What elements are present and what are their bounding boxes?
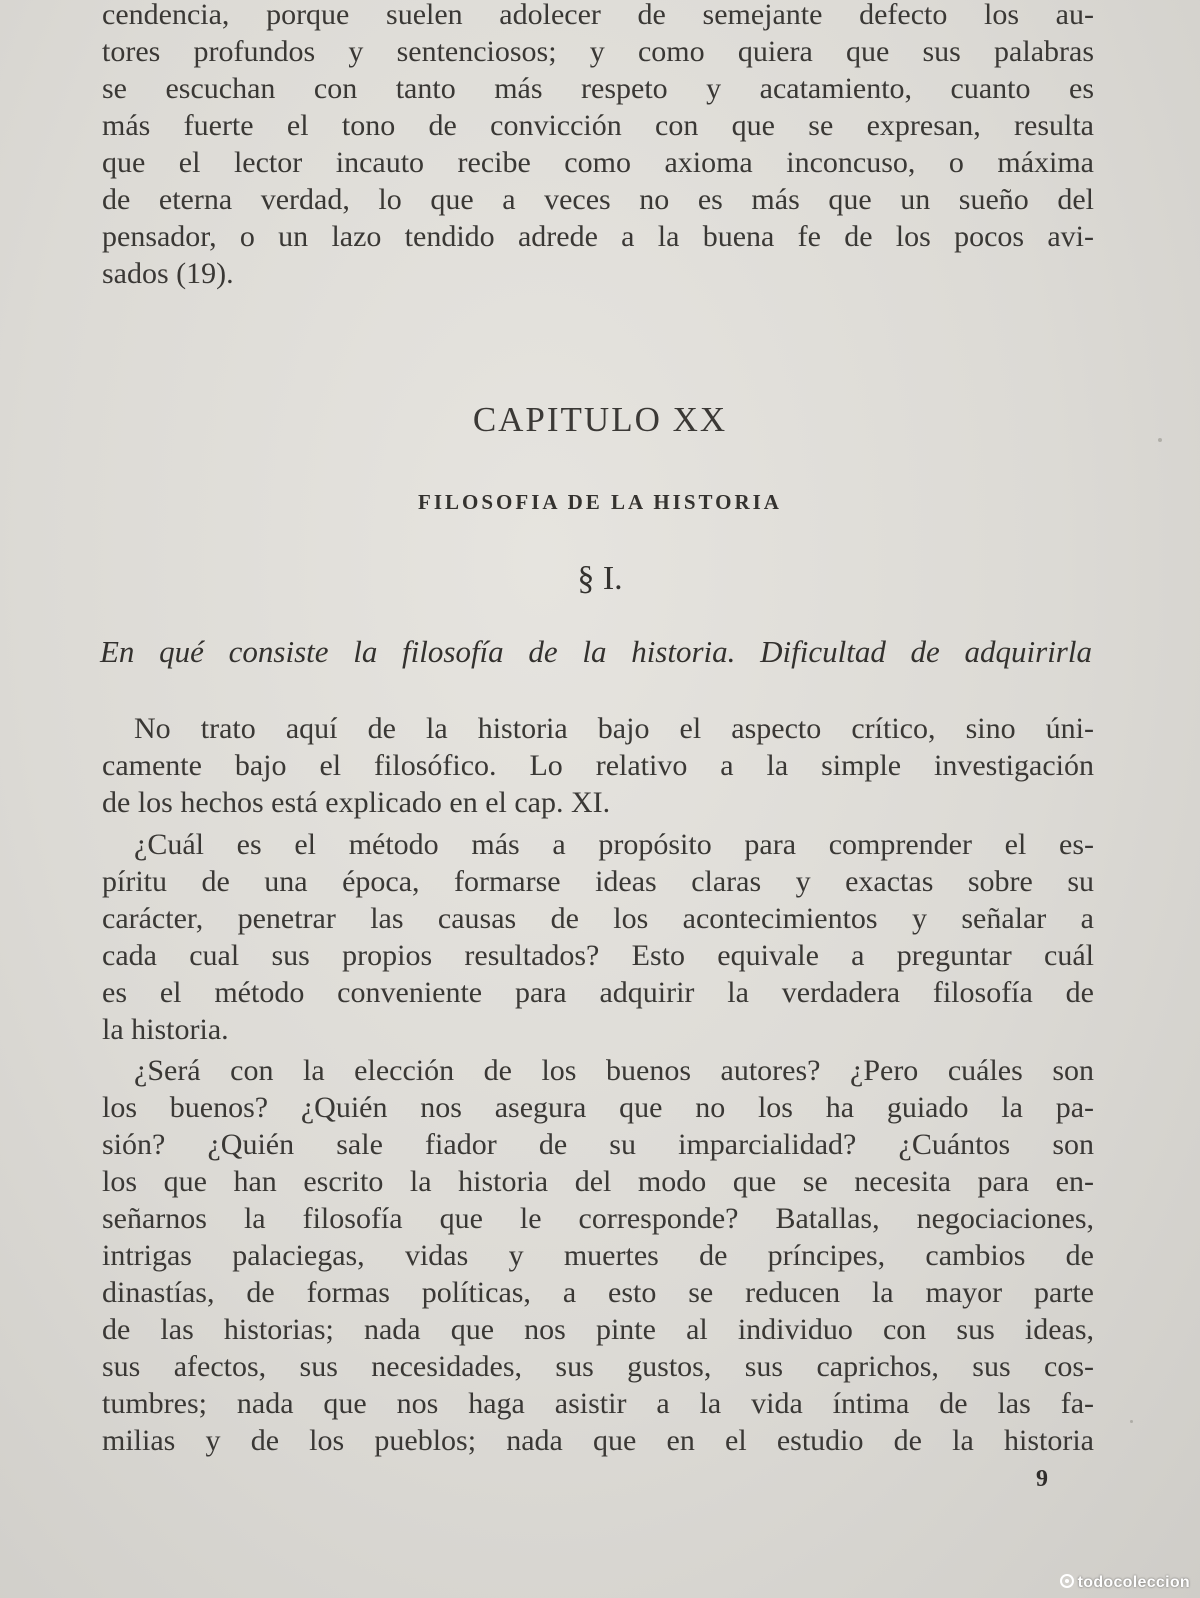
chapter-title: CAPITULO XX bbox=[472, 400, 728, 439]
section-mark: § I. bbox=[577, 560, 623, 597]
paragraph bbox=[102, 1052, 1094, 1459]
text-line: milias y de los pueblos; nada que en el estudio de la historia bbox=[102, 1424, 1094, 1457]
text-line: cendencia, porque suelen adolecer de semejante defecto los au- bbox=[102, 0, 1094, 31]
text-line: más fuerte el tono de convicción con que se expresan, resulta bbox=[102, 109, 1094, 142]
text-line: los buenos? ¿Quién nos asegura que no los ha guiado la pa- bbox=[102, 1091, 1094, 1124]
text-line: de las historias; nada que nos pinte al individuo con sus ideas, bbox=[102, 1313, 1094, 1346]
todocoleccion-logo-icon bbox=[1060, 1574, 1074, 1588]
text-line: los que han escrito la historia del modo que se necesita para en- bbox=[102, 1165, 1094, 1198]
text-line: ¿Cuál es el método más a propósito para comprender el es- bbox=[134, 828, 1094, 861]
text-line: de los hechos está explicado en el cap. XI. bbox=[102, 786, 611, 819]
text-line: intrigas palaciegas, vidas y muertes de príncipes, cambios de bbox=[102, 1239, 1094, 1272]
text-line: sión? ¿Quién sale fiador de su imparcialidad? ¿Cuántos son bbox=[102, 1128, 1094, 1161]
text-line: sados (19). bbox=[102, 257, 234, 290]
text-line: se escuchan con tanto más respeto y acatamiento, cuanto es bbox=[102, 72, 1094, 105]
text-line: la historia. bbox=[102, 1013, 229, 1046]
text-line: de eterna verdad, lo que a veces no es más que un sueño del bbox=[102, 183, 1094, 216]
chapter-subtitle: FILOSOFIA DE LA HISTORIA bbox=[418, 490, 782, 514]
paper-speck bbox=[1130, 1420, 1133, 1423]
text-line: camente bajo el filosófico. Lo relativo a la simple investigación bbox=[102, 749, 1094, 782]
text-line: cada cual sus propios resultados? Esto equivale a preguntar cuál bbox=[102, 939, 1094, 972]
text-line: carácter, penetrar las causas de los acontecimientos y señalar a bbox=[102, 902, 1094, 935]
text-line: señarnos la filosofía que le corresponde? Batallas, negociaciones, bbox=[102, 1202, 1094, 1235]
text-line: No trato aquí de la historia bajo el aspecto crítico, sino úni- bbox=[134, 712, 1094, 745]
paper-speck bbox=[1158, 438, 1162, 442]
text-line: píritu de una época, formarse ideas claras y exactas sobre su bbox=[102, 865, 1094, 898]
text-line: ¿Será con la elección de los buenos autores? ¿Pero cuáles son bbox=[134, 1054, 1094, 1087]
text-line: tumbres; nada que nos haga asistir a la vida íntima de las fa- bbox=[102, 1387, 1094, 1420]
text-line: sus afectos, sus necesidades, sus gustos, sus caprichos, sus cos- bbox=[102, 1350, 1094, 1383]
text-line: es el método conveniente para adquirir la verdadera filosofía de bbox=[102, 976, 1094, 1009]
text-line: tores profundos y sentenciosos; y como quiera que sus palabras bbox=[102, 35, 1094, 68]
watermark bbox=[1060, 1574, 1190, 1592]
text-line: pensador, o un lazo tendido adrede a la buena fe de los pocos avi- bbox=[102, 220, 1094, 253]
paragraph bbox=[102, 710, 1094, 821]
watermark-text: todocoleccion bbox=[1077, 1574, 1190, 1591]
text-line: dinastías, de formas políticas, a esto se reducen la mayor parte bbox=[102, 1276, 1094, 1309]
section-heading: En qué consiste la filosofía de la historia. Dificultad de adquirirla bbox=[100, 634, 1092, 669]
paragraph bbox=[102, 826, 1094, 1048]
continuation-paragraph bbox=[102, 0, 1094, 292]
page-number: 9 bbox=[1036, 1466, 1048, 1492]
text-line: que el lector incauto recibe como axioma inconcuso, o máxima bbox=[102, 146, 1094, 179]
